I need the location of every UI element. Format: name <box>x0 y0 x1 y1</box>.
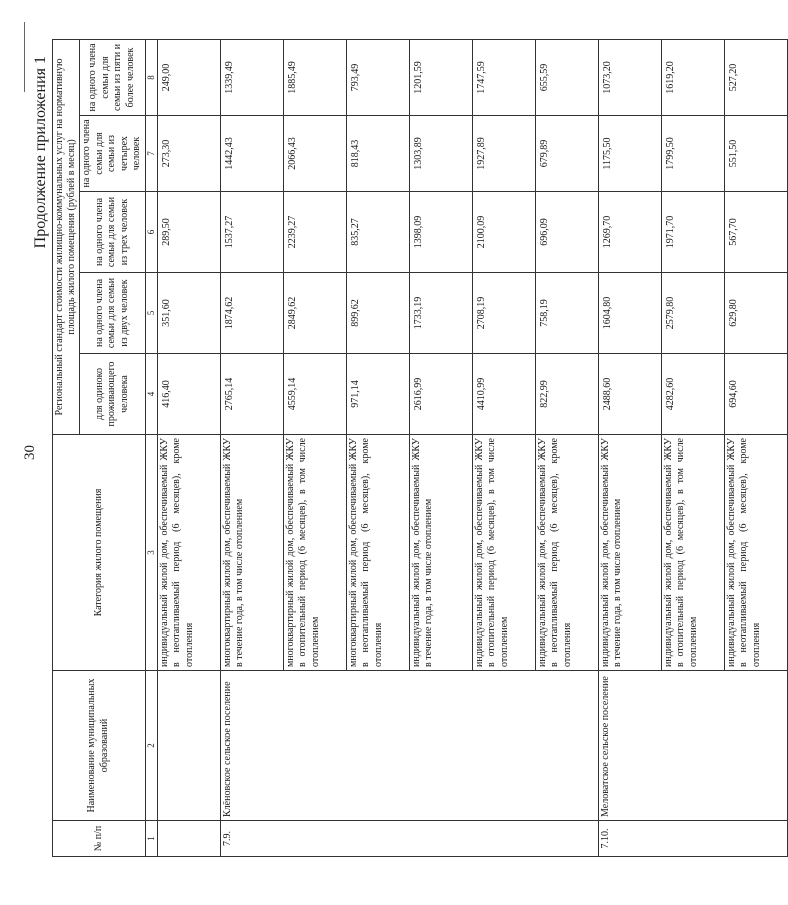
row-value-family-5: 793,49 <box>346 39 409 115</box>
table-row <box>157 39 220 856</box>
row-municipality <box>157 671 220 821</box>
row-value-family-3: 289,50 <box>157 192 220 273</box>
row-value-single: 4559,14 <box>283 354 346 435</box>
subheader-family-5: на одного члена семьи для семьи из пяти и более человек <box>80 39 146 115</box>
row-value-family-4: 679,89 <box>535 116 598 192</box>
row-value-family-4: 1303,89 <box>409 116 472 192</box>
row-value-family-2: 758,19 <box>535 273 598 354</box>
row-value-family-4: 273,30 <box>157 116 220 192</box>
subheader-single: для одиноко проживающего человека <box>80 354 146 435</box>
row-category: индивидуальный жилой дом, обеспечиваемый ЖКУ в неотапливаемый период (6 месяцев), кроме отопления <box>157 435 220 671</box>
column-number: 1 <box>145 821 157 857</box>
row-value-family-5: 1073,20 <box>598 39 661 115</box>
row-value-family-4: 1175,50 <box>598 116 661 192</box>
row-value-family-5: 1619,20 <box>661 39 724 115</box>
table-row <box>598 39 661 856</box>
row-category: индивидуальный жилой дом, обеспечиваемый ЖКУ в течение года, в том числе отоплением <box>598 435 661 671</box>
row-value-family-4: 1799,50 <box>661 116 724 192</box>
row-number: 7.9. <box>220 821 598 857</box>
row-value-single: 2765,14 <box>220 354 283 435</box>
standards-table <box>52 39 788 857</box>
row-value-family-2: 1733,19 <box>409 273 472 354</box>
row-value-family-2: 1874,62 <box>220 273 283 354</box>
row-value-family-3: 1971,70 <box>661 192 724 273</box>
row-value-family-3: 567,70 <box>724 192 787 273</box>
row-value-single: 2616,99 <box>409 354 472 435</box>
page-number: 30 <box>22 445 38 460</box>
row-value-family-3: 1398,09 <box>409 192 472 273</box>
row-value-family-4: 1927,89 <box>472 116 535 192</box>
row-category: многоквартирный жилой дом, обеспечиваемый ЖКУ в отопительный период (6 месяцев), в том числе отоплением <box>283 435 346 671</box>
column-number: 5 <box>145 273 157 354</box>
row-value-family-3: 2239,27 <box>283 192 346 273</box>
row-municipality: Меловатское сельское поселение <box>598 671 787 821</box>
column-number: 3 <box>145 435 157 671</box>
page-heading: Продолжение приложения 1 <box>32 56 49 249</box>
column-number: 4 <box>145 354 157 435</box>
row-category: индивидуальный жилой дом, обеспечиваемый ЖКУ в течение года, в том числе отоплением <box>409 435 472 671</box>
subheader-family-3: на одного члена семьи для семьи из трех человек <box>80 192 146 273</box>
row-value-single: 4282,60 <box>661 354 724 435</box>
row-value-family-3: 1269,70 <box>598 192 661 273</box>
header-col-num: № п/п <box>53 821 146 857</box>
row-value-family-4: 2066,43 <box>283 116 346 192</box>
row-category: индивидуальный жилой дом, обеспечиваемый ЖКУ в неотапливаемый период (6 месяцев), кроме отопления <box>724 435 787 671</box>
row-value-single: 2488,60 <box>598 354 661 435</box>
row-value-family-5: 1339,49 <box>220 39 283 115</box>
row-value-single: 416,40 <box>157 354 220 435</box>
row-value-family-4: 818,43 <box>346 116 409 192</box>
subheader-family-2: на одного члена семьи для семьи из двух человек <box>80 273 146 354</box>
row-category: индивидуальный жилой дом, обеспечиваемый ЖКУ в отопительный период (6 месяцев), в том числе отоплением <box>472 435 535 671</box>
header-group-title: Региональный стандарт стоимости жилищно-коммунальных услуг на нормативную площадь жилого помещения (рублей в месяц) <box>53 39 80 434</box>
header-row <box>53 39 80 856</box>
row-category: индивидуальный жилой дом, обеспечиваемый ЖКУ в отопительный период (6 месяцев), в том числе отоплением <box>661 435 724 671</box>
row-value-family-5: 527,20 <box>724 39 787 115</box>
row-value-family-2: 899,62 <box>346 273 409 354</box>
row-value-family-5: 655,59 <box>535 39 598 115</box>
row-category: индивидуальный жилой дом, обеспечиваемый ЖКУ в неотапливаемый период (6 месяцев), кроме отопления <box>535 435 598 671</box>
row-category: многоквартирный жилой дом, обеспечиваемый ЖКУ в неотапливаемый период (6 месяцев), кроме отопления <box>346 435 409 671</box>
row-value-family-2: 2579,80 <box>661 273 724 354</box>
row-value-family-4: 1442,43 <box>220 116 283 192</box>
row-value-single: 694,60 <box>724 354 787 435</box>
row-value-single: 4410,99 <box>472 354 535 435</box>
subheader-family-4: на одного члена семьи для семьи из четырех человек <box>80 116 146 192</box>
row-number <box>157 821 220 857</box>
row-value-family-3: 835,27 <box>346 192 409 273</box>
row-value-family-2: 2708,19 <box>472 273 535 354</box>
table-row <box>220 39 283 856</box>
row-value-family-5: 249,00 <box>157 39 220 115</box>
row-value-family-2: 351,60 <box>157 273 220 354</box>
row-value-family-3: 2100,09 <box>472 192 535 273</box>
column-number: 8 <box>145 39 157 115</box>
row-value-family-2: 2849,62 <box>283 273 346 354</box>
row-value-family-4: 551,50 <box>724 116 787 192</box>
row-municipality: Клёновское сельское поселение <box>220 671 598 821</box>
column-number: 6 <box>145 192 157 273</box>
row-value-family-5: 1201,59 <box>409 39 472 115</box>
column-number: 7 <box>145 116 157 192</box>
top-rule <box>24 22 25 92</box>
row-value-single: 971,14 <box>346 354 409 435</box>
row-value-family-3: 1537,27 <box>220 192 283 273</box>
row-category: многоквартирный жилой дом, обеспечиваемый ЖКУ в течение года, в том числе отоплением <box>220 435 283 671</box>
header-col-municipality: Наименование муниципальных образований <box>53 671 146 821</box>
row-value-family-2: 629,80 <box>724 273 787 354</box>
row-value-family-3: 696,09 <box>535 192 598 273</box>
row-value-single: 822,99 <box>535 354 598 435</box>
row-value-family-5: 1747,59 <box>472 39 535 115</box>
row-value-family-2: 1604,80 <box>598 273 661 354</box>
header-col-category: Категория жилого помещения <box>53 435 146 671</box>
row-number: 7.10. <box>598 821 787 857</box>
column-number-row <box>145 39 157 856</box>
column-number: 2 <box>145 671 157 821</box>
row-value-family-5: 1885,49 <box>283 39 346 115</box>
